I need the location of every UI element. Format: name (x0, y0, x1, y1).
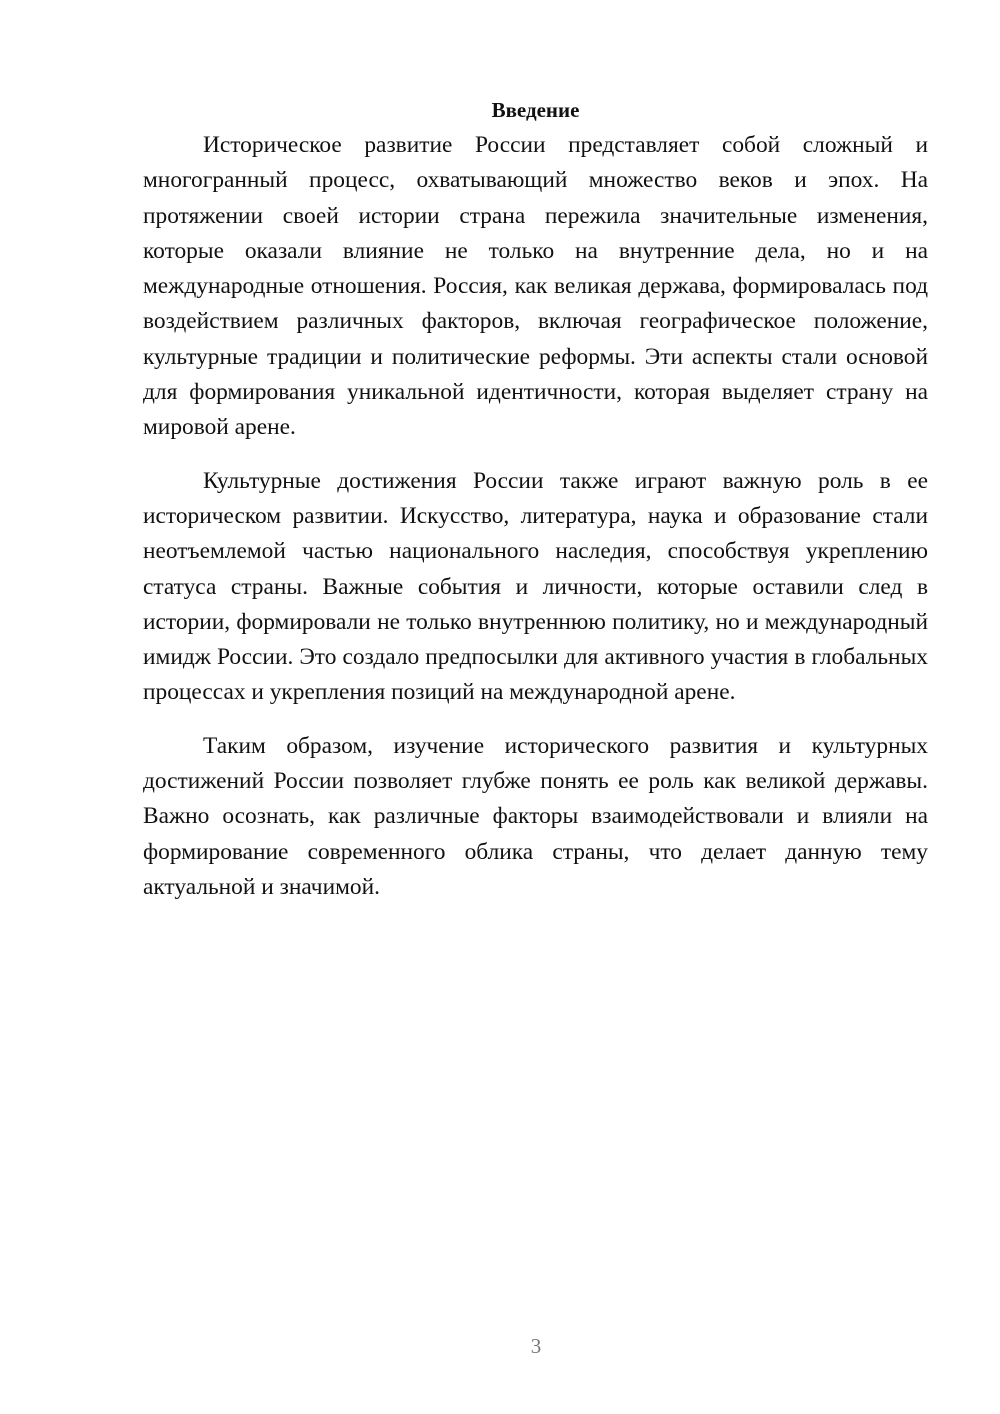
paragraph-3: Таким образом, изучение исторического развития и культурных достижений России позволяет глубже понять ее роль как великой державы. Важно осознать, как различные факторы взаимодействовали и влияли на формирование современного облика страны, что делает данную тему актуальной и значимой. (143, 732, 928, 900)
paragraph-2: Культурные достижения России также играют важную роль в ее историческом развитии. Искусство, литература, наука и образование стали неотъемлемой частью национального наследия, способствуя укреплению статуса страны. Важные события и личности, которые оставили след в истории, формировали не только внутреннюю политику, но и международный имидж России. Это создало предпосылки для активного участия в глобальных процессах и укрепления позиций на международной арене. (143, 467, 928, 706)
page-content (143, 96, 928, 923)
page-number: 3 (530, 1334, 542, 1358)
paragraph-1: Историческое развитие России представляет собой сложный и многогранный процесс, охватывающий множество веков и эпох. На протяжении своей истории страна пережила значительные изменения, которые оказали влияние не только на внутренние дела, но и на международные отношения. Россия, как великая держава, формировалась под воздействием различных факторов, включая географическое положение, культурные традиции и политические реформы. Эти аспекты стали основой для формирования уникальной идентичности, которая выделяет страну на мировой арене. (143, 132, 928, 441)
section-heading: Введение (491, 98, 580, 122)
